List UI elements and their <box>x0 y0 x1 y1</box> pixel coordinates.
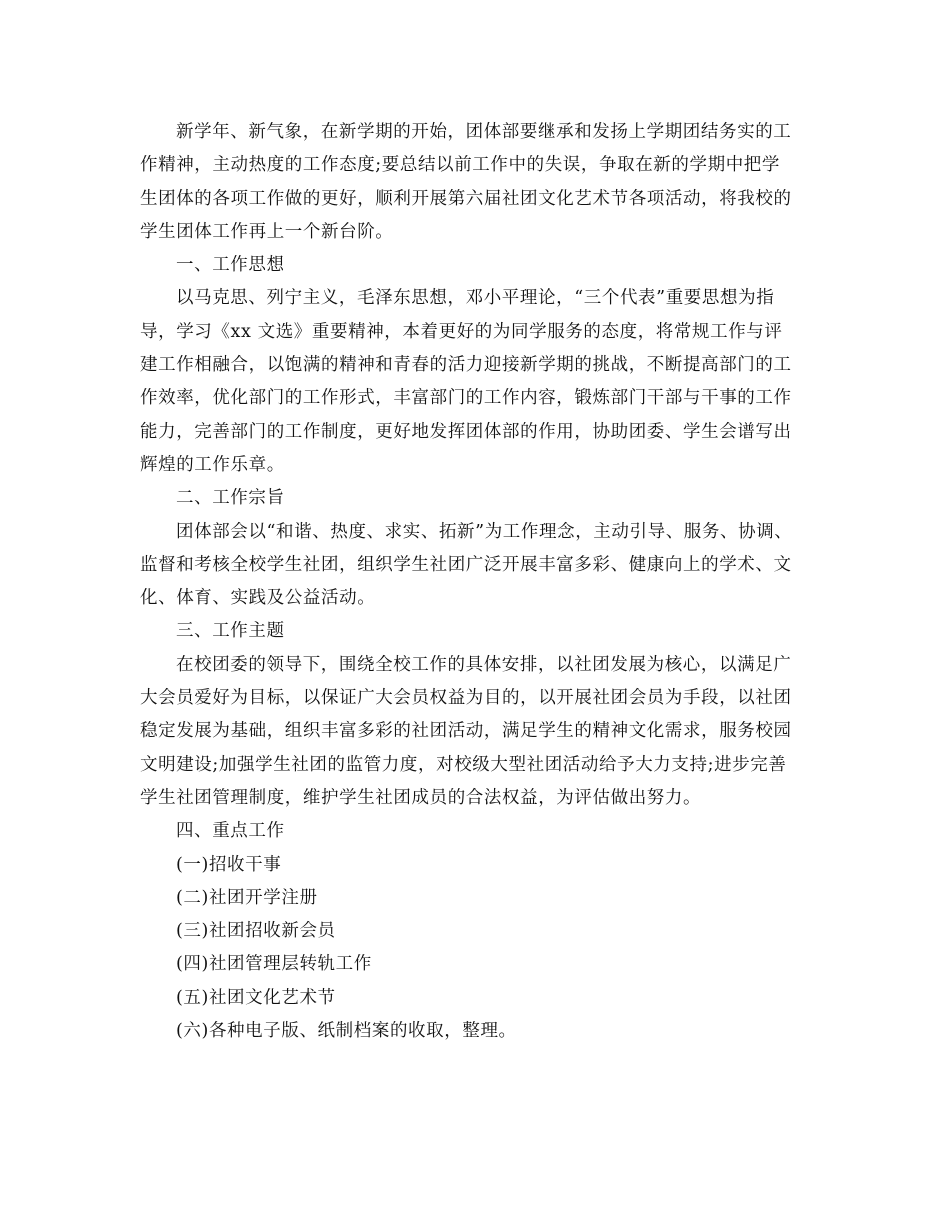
paragraph-line: 作精神，主动热度的工作态度;要总结以前工作中的失误，争取在新的学期中把学 <box>140 155 780 176</box>
paragraph-line: 新学年、新气象，在新学期的开始，团体部要继承和发扬上学期团结务实的工 <box>176 122 792 142</box>
list-item: (六)各种电子版、纸制档案的收取，整理。 <box>176 1021 517 1042</box>
paragraph-line: 文明建设;加强学生社团的监管力度，对校级大型社团活动给予大力支持;进步完善 <box>140 754 787 775</box>
section-heading: 一、工作思想 <box>176 255 285 276</box>
document-body <box>140 116 824 1048</box>
paragraph-line: 大会员爱好为目标，以保证广大会员权益为目的，以开展社团会员为手段，以社团 <box>140 688 792 709</box>
list-item: (三)社团招收新会员 <box>176 921 336 942</box>
list-item: (四)社团管理层转轨工作 <box>176 954 372 975</box>
section-heading: 二、工作宗旨 <box>176 488 285 509</box>
paragraph-line: 建工作相融合，以饱满的精神和青春的活力迎接新学期的挑战，不断提高部门的工 <box>140 355 792 376</box>
paragraph-line: 学生社团管理制度，维护学生社团成员的合法权益，为评估做出努力。 <box>140 787 702 808</box>
paragraph-line: 辉煌的工作乐章。 <box>140 454 285 475</box>
paragraph-line: 稳定发展为基础，组织丰富多彩的社团活动，满足学生的精神文化需求，服务校园 <box>140 721 792 742</box>
list-item: (二)社团开学注册 <box>176 887 318 908</box>
paragraph-line: 监督和考核全校学生社团，组织学生社团广泛开展丰富多彩、健康向上的学术、文 <box>140 554 792 575</box>
paragraph-line: 在校团委的领导下，围绕全校工作的具体安排，以社团发展为核心，以满足广 <box>176 654 792 675</box>
paragraph-line: 能力，完善部门的工作制度，更好地发挥团体部的作用，协助团委、学生会谱写出 <box>140 421 792 442</box>
paragraph-line: 团体部会以“和谐、热度、求实、拓新”为工作理念，主动引导、服务、协调、 <box>176 521 793 542</box>
section-heading: 三、工作主题 <box>176 621 285 642</box>
list-item: (五)社团文化艺术节 <box>176 987 336 1008</box>
paragraph-line: 导，学习《xx 文选》重要精神，本着更好的为同学服务的态度，将常规工作与评 <box>140 321 783 342</box>
list-item: (一)招收干事 <box>176 854 282 875</box>
paragraph-line: 作效率，优化部门的工作形式，丰富部门的工作内容，锻炼部门干部与干事的工作 <box>140 388 792 409</box>
paragraph-line: 生团体的各项工作做的更好，顺利开展第六届社团文化艺术节各项活动，将我校的 <box>140 188 792 209</box>
paragraph-line: 以马克思、列宁主义，毛泽东思想，邓小平理论，“三个代表”重要思想为指 <box>176 288 775 309</box>
paragraph-line: 学生团体工作再上一个新台阶。 <box>140 221 394 242</box>
paragraph-line: 化、体育、实践及公益活动。 <box>140 588 376 609</box>
section-heading: 四、重点工作 <box>176 821 285 842</box>
